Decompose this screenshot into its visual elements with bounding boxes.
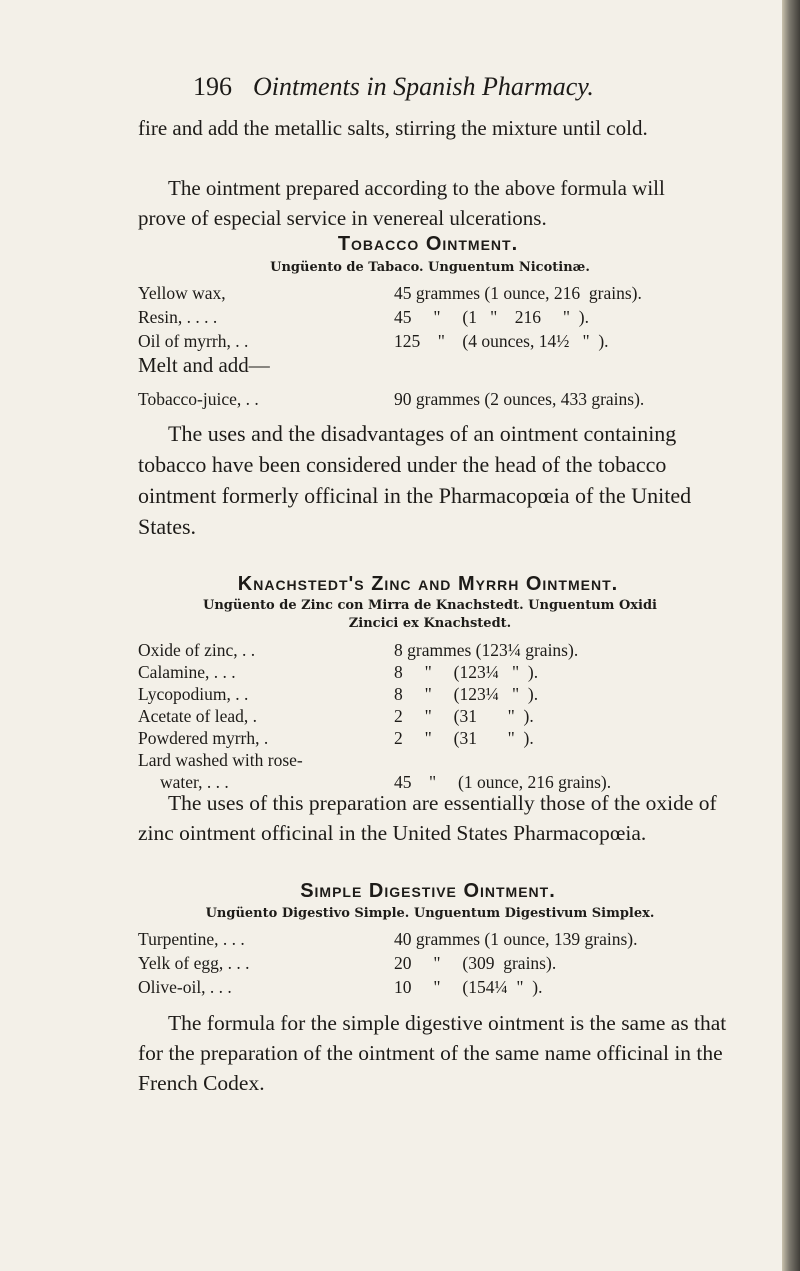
ingredient-amount: 8 " (123¼ " ).	[394, 662, 539, 682]
formula-row	[138, 750, 738, 774]
ingredient-name: Yelk of egg, . . .	[138, 953, 250, 973]
ingredient-name: Olive-oil, . . .	[138, 977, 232, 997]
latin-title-digestive: Ungüento Digestivo Simple. Unguentum Digestivum Simplex.	[205, 906, 655, 921]
formula-row	[138, 684, 738, 708]
running-title: Ointments in Spanish Pharmacy.	[253, 72, 594, 101]
formula-row	[138, 977, 738, 1001]
ingredient-amount: 45 " (1 " 216 " ).	[394, 307, 589, 327]
ingredient-name: Turpentine, . . .	[138, 929, 245, 949]
digestive-paragraph: The formula for the simple digestive ointment is the same as that for the preparation of the ointment of the same name officinal in the French Codex.	[138, 1011, 727, 1095]
ingredient-name: Oil of myrrh, . .	[138, 331, 249, 351]
formula-row	[138, 307, 738, 331]
formula-row	[138, 283, 738, 307]
ingredient-name: Resin, . . . .	[138, 307, 218, 327]
formula-row	[138, 389, 738, 413]
intro-line: fire and add the metallic salts, stirring the mixture until cold.	[138, 116, 648, 140]
ingredient-amount: 90 grammes (2 ounces, 433 grains).	[394, 389, 645, 409]
latin-title-knachstedt-2: Zincici ex Knachstedt.	[348, 616, 512, 631]
formula-row	[138, 929, 738, 953]
melt-instruction: Melt and add—	[138, 353, 270, 377]
ingredient-name: water, . . .	[160, 772, 229, 792]
ingredient-name: Yellow wax,	[138, 283, 226, 303]
ingredient-amount: 8 grammes (123¼ grains).	[394, 640, 579, 660]
intro-paragraph: The ointment prepared according to the above formula will prove of especial service in venereal ulcerations.	[138, 176, 665, 230]
ingredient-amount: 45 grammes (1 ounce, 216 grains).	[394, 283, 642, 303]
ingredient-amount: 2 " (31 " ).	[394, 706, 534, 726]
tobacco-paragraph: The uses and the disadvantages of an ointment containing tobacco have been considered under the head of the tobacco ointment formerly officinal in the Pharmacopœia of the United States.	[138, 421, 692, 539]
section-heading-digestive: Simple Digestive Ointment.	[300, 880, 556, 902]
formula-row	[138, 640, 738, 664]
ingredient-name: Lard washed with rose-	[138, 750, 303, 770]
section-heading-knachstedt: Knachstedt's Zinc and Myrrh Ointment.	[237, 573, 619, 595]
page-edge-shadow	[782, 0, 800, 1271]
section-heading-tobacco: Tobacco Ointment.	[337, 233, 519, 255]
ingredient-amount: 20 " (309 grains).	[394, 953, 557, 973]
knachstedt-paragraph: The uses of this preparation are essentially those of the oxide of zinc ointment officinal in the United States Pharmacopœia.	[138, 791, 717, 845]
ingredient-name: Calamine, . . .	[138, 662, 236, 682]
page-number: 196	[193, 72, 232, 101]
latin-title-tobacco: Ungüento de Tabaco. Unguentum Nicotinæ.	[270, 260, 590, 275]
ingredient-name: Powdered myrrh, .	[138, 728, 269, 748]
ingredient-name: Oxide of zinc, . .	[138, 640, 256, 660]
formula-row	[138, 706, 738, 730]
formula-row	[138, 728, 738, 752]
formula-row	[138, 331, 738, 355]
latin-title-knachstedt-1: Ungüento de Zinc con Mirra de Knachstedt. Unguentum Oxidi	[202, 598, 657, 613]
ingredient-amount: 8 " (123¼ " ).	[394, 684, 539, 704]
ingredient-amount: 45 " (1 ounce, 216 grains).	[394, 772, 612, 792]
ingredient-name: Lycopodium, . .	[138, 684, 249, 704]
formula-row	[138, 953, 738, 977]
ingredient-amount: 125 " (4 ounces, 14½ " ).	[394, 331, 609, 351]
ingredient-name: Tobacco-juice, . .	[138, 389, 259, 409]
ingredient-name: Acetate of lead, .	[138, 706, 258, 726]
ingredient-amount: 40 grammes (1 ounce, 139 grains).	[394, 929, 638, 949]
formula-row	[138, 662, 738, 686]
ingredient-amount: 10 " (154¼ " ).	[394, 977, 543, 997]
ingredient-amount: 2 " (31 " ).	[394, 728, 534, 748]
